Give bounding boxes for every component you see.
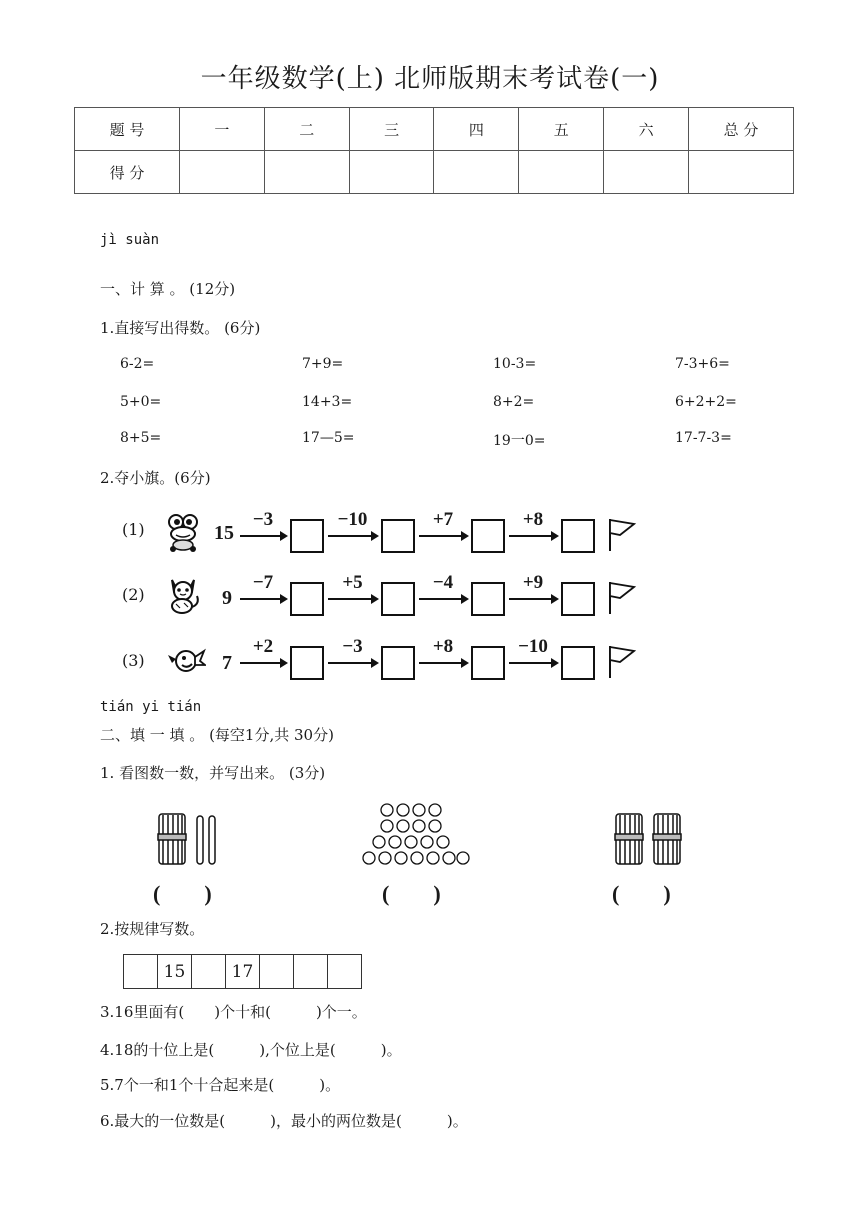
section2-heading: 二、填 一 填 。 (每空1分,共 30分) (100, 726, 334, 744)
score-cell[interactable] (604, 151, 689, 194)
equation: 10-3= (493, 356, 537, 372)
arrow (240, 662, 286, 664)
score-table-header-row (75, 108, 794, 151)
operation-label: −3 (342, 636, 363, 657)
score-table-score-row (75, 151, 794, 194)
operation-label: +9 (522, 572, 544, 593)
arrow (240, 598, 286, 600)
arrow (328, 598, 377, 600)
chain-start-number: 15 (214, 522, 234, 544)
q2-2-label: 2.按规律写数。 (100, 920, 205, 938)
page-title: 一年级数学(上) 北师版期末考试卷(一) (200, 64, 660, 94)
section1-heading: 一、计 算 。 (12分) (100, 280, 236, 298)
equation: 7+9= (302, 356, 344, 372)
operation-label: +5 (342, 572, 363, 593)
answer-box[interactable] (381, 519, 415, 553)
arrow (419, 535, 467, 537)
score-header-cell: 四 (434, 108, 519, 151)
sequence-cell[interactable] (192, 955, 226, 989)
score-header-cell: 一 (180, 108, 265, 151)
answer-box[interactable] (381, 646, 415, 680)
answer-blank[interactable]: ( ) (382, 881, 441, 906)
sequence-cell[interactable] (260, 955, 294, 989)
q2-5-text: 5.7个一和1个十合起来是( )。 (100, 1076, 341, 1094)
arrow (328, 662, 377, 664)
answer-box[interactable] (381, 582, 415, 616)
arrow (509, 598, 557, 600)
score-header-cell: 二 (264, 108, 349, 151)
stick-bundle-icon (155, 810, 225, 874)
cat-icon (164, 574, 202, 620)
score-header-cell: 总 分 (689, 108, 794, 151)
score-cell[interactable] (689, 151, 794, 194)
score-cell[interactable] (349, 151, 434, 194)
q2-1-label: 1. 看图数一数，并写出来。 (3分) (100, 764, 326, 782)
answer-box[interactable] (290, 646, 324, 680)
equation: 7-3+6= (675, 356, 730, 372)
equation: 8+2= (493, 394, 535, 410)
score-cell[interactable] (180, 151, 265, 194)
arrow (328, 535, 377, 537)
score-header-cell: 五 (519, 108, 604, 151)
sequence-cell[interactable] (328, 955, 362, 989)
flag-icon (606, 580, 638, 616)
score-cell[interactable] (434, 151, 519, 194)
equation: 5+0= (120, 394, 162, 410)
operation-label: +8 (432, 636, 454, 657)
chain-start-number: 7 (222, 652, 232, 674)
flag-icon (606, 517, 638, 553)
arrow (419, 598, 467, 600)
answer-box[interactable] (471, 519, 505, 553)
arrow (240, 535, 286, 537)
section1-pinyin: jì suàn (100, 232, 160, 248)
stick-bundle-icon (612, 810, 688, 874)
sequence-cell[interactable] (294, 955, 328, 989)
circles-icon (358, 800, 474, 874)
answer-box[interactable] (561, 582, 595, 616)
answer-box[interactable] (561, 646, 595, 680)
arrow (419, 662, 467, 664)
arrow (509, 535, 557, 537)
equation: 17-7-3= (675, 430, 732, 446)
answer-box[interactable] (471, 646, 505, 680)
frog-icon (164, 512, 202, 556)
equation: 6-2= (120, 356, 155, 372)
q2-label: 2.夺小旗。(6分) (100, 469, 211, 487)
operation-label: −10 (337, 509, 368, 530)
sequence-cell[interactable] (124, 955, 158, 989)
chain-label: (1) (122, 520, 145, 539)
score-table (74, 107, 794, 194)
number-sequence-table (123, 954, 362, 989)
operation-label: −3 (252, 509, 274, 530)
equation: 14+3= (302, 394, 353, 410)
answer-blank[interactable]: ( ) (612, 881, 671, 906)
operation-label: +8 (522, 509, 544, 530)
operation-label: +2 (252, 636, 274, 657)
operation-label: −4 (432, 572, 454, 593)
score-header-cell: 题 号 (75, 108, 180, 151)
equation: 19一0= (493, 433, 546, 449)
chain-label: (3) (122, 651, 145, 670)
answer-box[interactable] (561, 519, 595, 553)
q1-label: 1.直接写出得数。 (6分) (100, 319, 261, 337)
score-cell[interactable] (264, 151, 349, 194)
equation: 17—5= (302, 430, 355, 446)
answer-blank[interactable]: ( ) (153, 881, 212, 906)
score-row-label: 得 分 (75, 151, 180, 194)
sequence-cell: 15 (158, 955, 192, 989)
answer-box[interactable] (290, 519, 324, 553)
answer-box[interactable] (290, 582, 324, 616)
q2-6-text: 6.最大的一位数是( )，最小的两位数是( )。 (100, 1112, 468, 1130)
score-cell[interactable] (519, 151, 604, 194)
section2-pinyin: tián yi tián (100, 699, 202, 715)
operation-label: −7 (252, 572, 274, 593)
operation-label: −10 (518, 636, 548, 657)
chain-label: (2) (122, 585, 145, 604)
sequence-cell: 17 (226, 955, 260, 989)
chain-start-number: 9 (222, 587, 232, 609)
flag-icon (606, 644, 638, 680)
score-header-cell: 六 (604, 108, 689, 151)
bird-icon (162, 645, 206, 681)
equation: 6+2+2= (675, 394, 737, 410)
q2-4-text: 4.18的十位上是( ),个位上是( )。 (100, 1041, 402, 1059)
operation-label: +7 (432, 509, 454, 530)
answer-box[interactable] (471, 582, 505, 616)
q2-3-text: 3.16里面有( )个十和( )个一。 (100, 1003, 367, 1021)
score-header-cell: 三 (349, 108, 434, 151)
arrow (509, 662, 557, 664)
equation: 8+5= (120, 430, 162, 446)
